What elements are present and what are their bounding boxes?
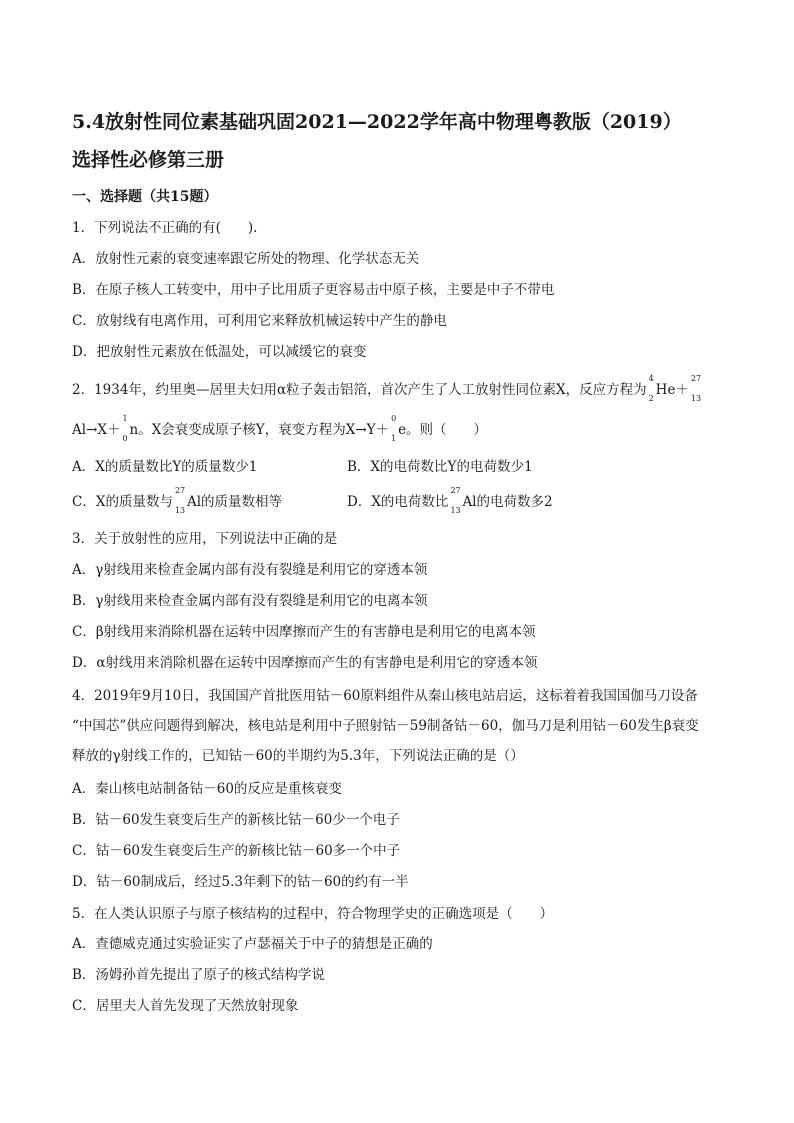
helium-symbol: He＋ xyxy=(655,382,689,398)
q2-option-c: C．X的质量数与 27 13 Al的质量数相等 xyxy=(72,486,283,515)
q2-stem-text: 2．1934年，约里奥—居里夫妇用α粒子轰击铝箔，首次产生了人工放射性同位素X，反应方程为 xyxy=(72,382,647,398)
q5-option-b: B．汤姆孙首先提出了原子的核式结构学说 xyxy=(72,967,325,983)
document-title-line-2: 选择性必修第三册 xyxy=(72,149,225,171)
q3-option-d: D．α射线用来消除机器在运转中因摩擦而产生的有害静电是利用它的穿透本领 xyxy=(72,655,538,671)
q5-option-c: C．居里夫人首先发现了天然放射现象 xyxy=(72,998,299,1014)
aluminum-nuclide-d: 27 13 xyxy=(450,486,461,515)
q3-stem: 3．关于放射性的应用，下列说法中正确的是 xyxy=(72,531,338,547)
q2-stem-text-2b: n。X会衰变成原子核Y，衰变方程为X→Y＋ xyxy=(129,422,390,438)
document-title-line-1: 5.4放射性同位素基础巩固2021—2022学年高中物理粤教版（2019） xyxy=(72,111,682,133)
q2-stem-line-1 xyxy=(72,374,703,403)
q1-stem: 1．下列说法不正确的有( ). xyxy=(72,220,258,236)
q4-option-c: C．钴－60发生衰变后生产的新核比钴－60多一个中子 xyxy=(72,843,401,859)
aluminum-nuclide-numbers: 27 13 xyxy=(690,374,702,403)
q5-option-a: A．查德威克通过实验证实了卢瑟福关于中子的猜想是正确的 xyxy=(72,936,433,952)
q2-stem-text-2c: e。则（ ） xyxy=(398,422,488,438)
aluminum-nuclide-c: 27 13 xyxy=(174,486,186,515)
q2-option-d: D．X的电荷数比 27 13 Al的电荷数多2 xyxy=(347,486,553,515)
q4-option-d: D．钴－60制成后，经过5.3年剩下的钴－60的约有一半 xyxy=(72,874,409,890)
q2-option-b: B．X的电荷数比Y的电荷数少1 xyxy=(347,459,533,475)
q3-option-b: B．γ射线用来检查金属内部有没有裂缝是利用它的电离本领 xyxy=(72,593,428,609)
q4-stem-line-3: 释放的γ射线工作的，已知钴－60的半期约为5.3年，下列说法正确的是（） xyxy=(72,748,524,764)
q4-option-b: B．钴－60发生衰变后生产的新核比钴－60少一个电子 xyxy=(72,812,400,828)
q5-stem: 5．在人类认识原子与原子核结构的过程中，符合物理学史的正确选项是（ ） xyxy=(72,906,554,922)
q4-option-a: A．秦山核电站制备钴－60的反应是重核衰变 xyxy=(72,781,342,797)
q3-option-c: C．β射线用来消除机器在运转中因摩擦而产生的有害静电是利用它的电离本领 xyxy=(72,624,536,640)
q1-option-a: A．放射性元素的衰变速率跟它所处的物理、化学状态无关 xyxy=(72,251,420,267)
q2-option-a: A．X的质量数比Y的质量数少1 xyxy=(72,459,258,475)
q3-option-a: A．γ射线用来检查金属内部有没有裂缝是利用它的穿透本领 xyxy=(72,562,428,578)
q1-option-c: C．放射线有电离作用，可利用它来释放机械运转中产生的静电 xyxy=(72,313,447,329)
q2-stem-line-2 xyxy=(72,414,488,443)
q2-stem-text-2a: Al→X＋ xyxy=(72,422,121,438)
section-heading: 一、选择题（共15题） xyxy=(72,189,218,205)
neutron-nuclide: 1 0 xyxy=(122,414,128,443)
q1-option-b: B．在原子核人工转变中，用中子比用质子更容易击中原子核，主要是中子不带电 xyxy=(72,282,555,298)
q1-option-d: D．把放射性元素放在低温处，可以减缓它的衰变 xyxy=(72,344,367,360)
helium-nuclide: 4 2 xyxy=(648,374,654,403)
positron-nuclide: 0 1 xyxy=(391,414,397,443)
q4-stem-line-2: “中国芯”供应问题得到解决，核电站是利用中子照射钴－59制备钴－60，伽马刀是利用钴－60发生β衰变 xyxy=(72,718,699,734)
q4-stem-line-1: 4．2019年9月10日，我国国产首批医用钴－60原料组件从秦山核电站启运，这标着着我国国伽马刀设备 xyxy=(72,688,698,704)
